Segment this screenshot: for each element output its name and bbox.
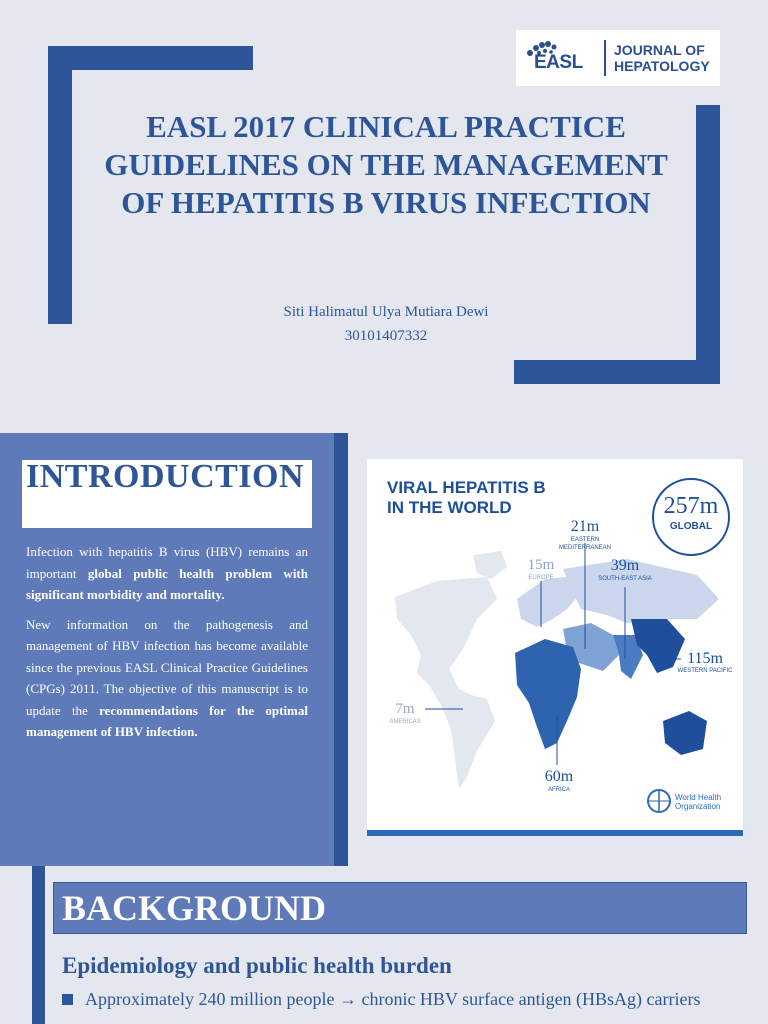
region-africa-label: AFRICA (547, 787, 571, 793)
map-title-line2: IN THE WORLD (387, 498, 512, 517)
map-region-eurasia (563, 559, 719, 623)
region-eastern-mediterranean-label-1: EASTERN (570, 537, 600, 543)
logo-org-text: EASL (534, 52, 583, 73)
page-title: EASL 2017 CLINICAL PRACTICE GUIDELINES ON THE MANAGEMENT OF HEPATITIS B VIRUS INFECTION (104, 109, 668, 220)
introduction-paragraph-1 (26, 541, 308, 606)
global-value: 257m (663, 493, 719, 519)
map-region-australia (663, 711, 707, 755)
map-region-greenland (473, 551, 507, 579)
region-europe-label: EUROPE (528, 575, 554, 581)
author-id: 30101407332 (344, 328, 428, 344)
journal-logo (516, 30, 720, 86)
background-accent-bar (32, 866, 45, 1024)
intro-p1-bold: global public health problem with significant morbidity and mortality. (26, 565, 308, 602)
region-africa-value: 60m (544, 768, 574, 785)
region-western-pacific-label: WESTERN PACIFIC (677, 668, 733, 674)
region-south-east-asia-label: SOUTH-EAST ASIA (598, 576, 652, 582)
region-south-east-asia-value: 39m (610, 557, 640, 574)
region-eastern-mediterranean-label-2: MEDITERRANEAN (558, 545, 612, 551)
logo-journal-line1: JOURNAL OF (614, 42, 705, 58)
list-item (62, 986, 738, 1012)
map-region-africa (515, 639, 581, 749)
map-region-western-pacific (631, 619, 685, 673)
epidemiology-subheading: Epidemiology and public health burden (62, 953, 452, 978)
introduction-accent-bar (334, 433, 348, 866)
introduction-paragraph-2 (26, 614, 308, 743)
background-heading: BACKGROUND (62, 888, 327, 928)
global-label: GLOBAL (669, 521, 713, 532)
region-americas-label: AMERICAS (389, 719, 421, 725)
logo-journal-name (614, 42, 710, 74)
region-western-pacific-value: 115m (687, 650, 723, 667)
region-americas-value: 7m (395, 701, 415, 717)
who-name-line2: Organization (675, 802, 721, 811)
intro-p2-plain: New information on the pathogenesis and management of HBV infection has become available since the previous EASL Clinical Practice Guidelines (CPGs) 2011. The objective of this manuscript is to update the (26, 616, 308, 718)
easl-logo-mark (524, 38, 584, 78)
author-block (200, 300, 572, 348)
logo-divider (604, 40, 606, 76)
logo-journal-line2: HEPATOLOGY (614, 58, 710, 74)
introduction-text (26, 541, 308, 751)
bullet-text: Approximately 240 million people → chronic HBV surface antigen (HBsAg) carriers (85, 989, 701, 1009)
author-name: Siti Halimatul Ulya Mutiara Dewi (283, 304, 489, 320)
map-bottom-rule (367, 830, 743, 836)
region-europe-value: 15m (527, 557, 555, 573)
map-region-americas (395, 577, 497, 789)
intro-p1-plain: Infection with hepatitis B virus (HBV) remains an important (26, 544, 308, 581)
region-eastern-mediterranean-value: 21m (570, 518, 600, 535)
who-emblem-icon (648, 790, 670, 812)
hepatitis-b-world-map (367, 459, 743, 835)
map-title-line1: VIRAL HEPATITIS B (387, 478, 546, 497)
world-map-graphic (367, 459, 743, 835)
introduction-heading: INTRODUCTION (26, 458, 305, 495)
intro-p2-bold: recommendations for the optimal management of HBV infection. (26, 702, 308, 739)
bullet-square-icon (62, 994, 73, 1005)
who-name-line1: World Health (675, 793, 722, 802)
